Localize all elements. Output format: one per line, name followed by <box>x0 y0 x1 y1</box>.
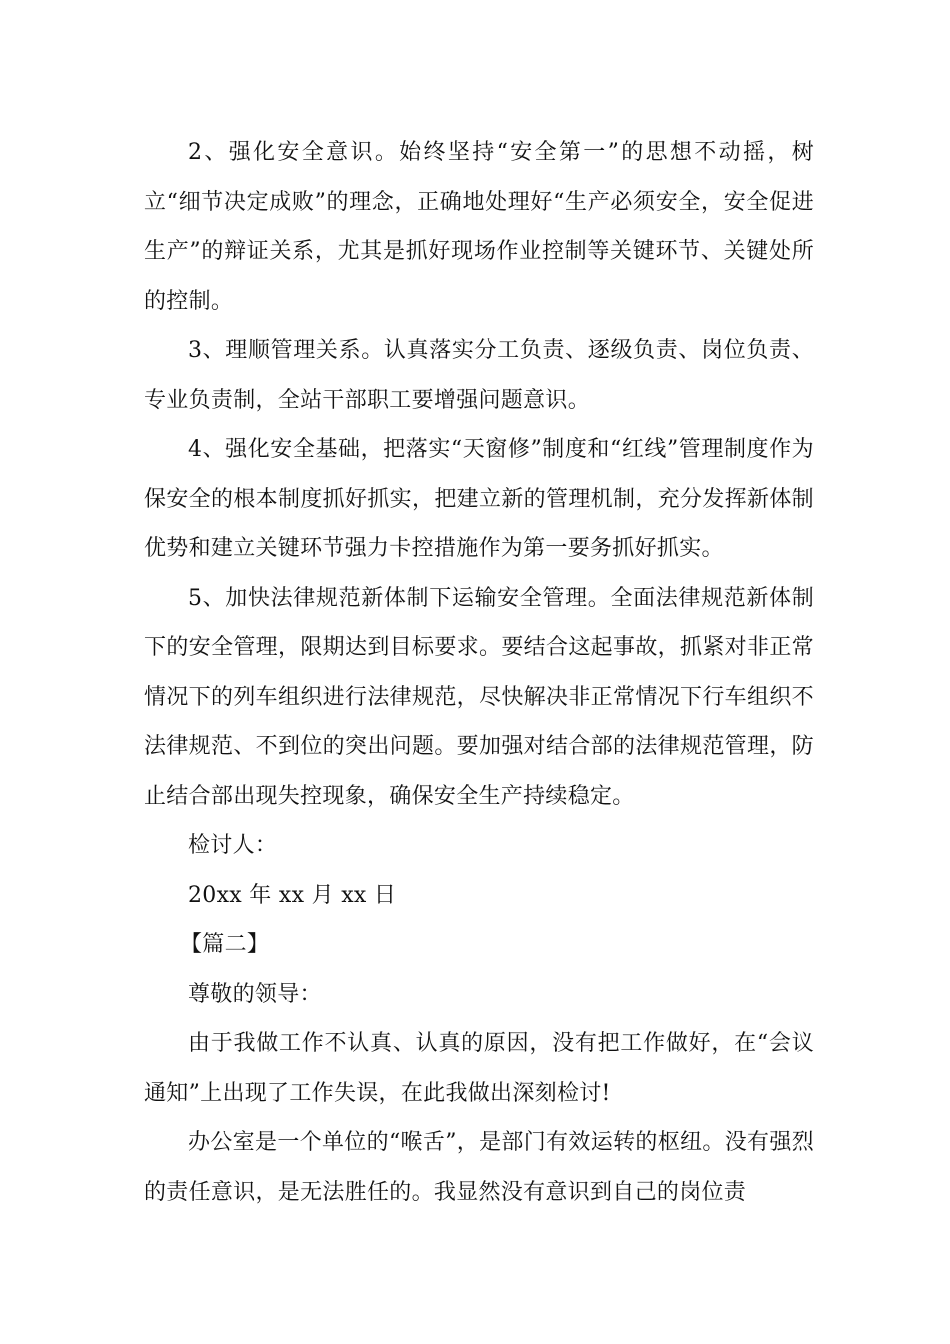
signer-label: 检讨人： <box>188 833 278 858</box>
paragraph-apology: 由于我做工作不认真、认真的原因，没有把工作做好，在“会议通知”上出现了工作失误，在此我做出深刻检讨! <box>144 1031 814 1106</box>
paragraph-item-2: 2、强化安全意识。始终坚持“安全第一”的思想不动摇，树立“细节决定成败”的理念，正确地处理好“生产必须安全，安全促进生产”的辩证关系，尤其是抓好现场作业控制等关键环节、关键处所的控制。 <box>144 140 814 314</box>
paragraph-office-role: 办公室是一个单位的“喉舌”，是部门有效运转的枢纽。没有强烈的责任意识，是无法胜任的。我显然没有意识到自己的岗位责 <box>144 1130 814 1205</box>
date-line: 20xx 年 xx 月 xx 日 <box>188 882 397 908</box>
section-heading: 【篇二】 <box>180 932 270 957</box>
paragraph-item-5: 5、加快法律规范新体制下运输安全管理。全面法律规范新体制下的安全管理，限期达到目标要求。要结合这起事故，抓紧对非正常情况下的列车组织进行法律规范，尽快解决非正常情况下行车组织不法律规范、不到位的突出问题。要加强对结合部的法律规范管理，防止结合部出现失控现象，确保安全生产持续稳定。 <box>144 585 814 809</box>
paragraph-item-3: 3、理顺管理关系。认真落实分工负责、逐级负责、岗位负责、专业负责制，全站干部职工要增强问题意识。 <box>144 338 814 413</box>
salutation: 尊敬的领导： <box>188 981 322 1007</box>
paragraph-item-4: 4、强化安全基础，把落实“天窗修”制度和“红线”管理制度作为保安全的根本制度抓好抓实，把建立新的管理机制，充分发挥新体制优势和建立关键环节强力卡控措施作为第一要务抓好抓实。 <box>144 437 814 561</box>
document-body <box>144 128 814 1217</box>
